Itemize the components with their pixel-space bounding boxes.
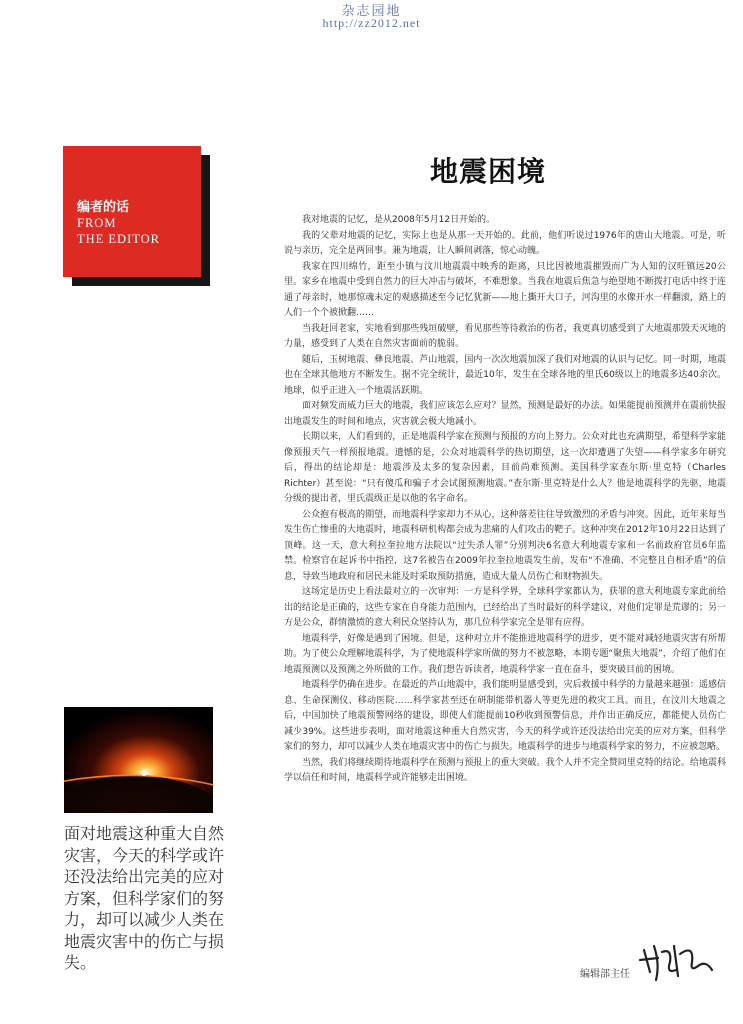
editor-label-en-2: THE EDITOR	[77, 232, 161, 246]
article-title: 地震困境	[430, 155, 547, 188]
paragraph: 我家在四川绵竹，距至小镇与汶川地震震中映秀的距离，只比因被地震摧毁而广为人知的汉旺镇远20公里。家乡在地震中受到自然力的巨大冲击与破坏，不难想象。当我在地震后焦急与绝望地不断拨打电话中终于连通了母亲时，她那惊魂未定的观感描述至今记忆犹新——地上撕开大口子，河沟里的水像开水一样翻滚，路上的人们一个个被掀翻……	[284, 261, 726, 318]
paragraph: 面对频发而威力巨大的地震，我们应该怎么应对？显然，预测是最好的办法。如果能提前预测并在震前快报出地震发生的时间和地点，灾害就会极大地减小。	[284, 401, 726, 427]
paragraph: 当然，我们将继续期待地震科学在预测与预报上的重大突破。我个人并不完全赞同里克特的结论。给地震科学以信任和时间，地震科学或许能够走出困境。	[284, 757, 726, 783]
paragraph: 长期以来，人们看到的，正是地震科学家在预测与预报的方向上努力。公众对此也充满期望，希望科学家能像预报天气一样预报地震。遗憾的是，公众对地震科学的热切期望，这一次却遭遇了失望——科学家多年研究后，得出的结论却是：地震涉及太多的复杂因素，目前尚难预测。美国科学家查尔斯·里克特（Charles Richter）甚至说：“只有傻瓜和骗子才会试图预测地震。”查尔斯·里克特是什么人？他是地震科学的先驱，地震分级的提出者，里氏震级正是以他的名字命名。	[284, 432, 726, 504]
paragraph: 公众抱有极高的期望，而地震科学家却力不从心，这种落差往往导致激烈的矛盾与冲突。因此，近年来每当发生伤亡惨重的大地震时，地震科研机构都会成为悲痛的人们攻击的靶子。这种冲突在2012年10月22日达到了顶峰。这一天，意大利拉奎拉地方法院以“过失杀人罪”分别判决6名意大利地震专家和一名前政府官员6年监禁。检察官在起诉书中指控，这7名被告在2009年拉奎拉地震发生前，发布“不准确、不完整且自相矛盾”的信息，导致当地政府和居民未能及时采取预防措施，造成大量人员伤亡和财物损失。	[284, 509, 726, 582]
paragraph: 地震科学仍确在进步。在最近的芦山地震中，我们能明显感受到，灾后救援中科学的力量越来越强：遥感信息、生命探测仪、移动医院……科学家甚至还在研制能带机器人等更先进的救灾工具。而且，在汶川大地震之后，中国加快了地震预警网络的建设，即使人们能提前10秒收到预警信息，并作出正确反应，都能使人员伤亡减少39%。这些进步表明，面对地震这种重大自然灾害，今天的科学或许还没法给出完美的应对方案，但科学家们的努力，却可以减少人类在地震灾害中的伤亡与损失。地震科学的进步与地震科学家的努力，不应被忽略。	[284, 680, 726, 752]
watermark-url: http://zz2012.net	[322, 16, 421, 30]
handwritten-signature	[636, 940, 716, 989]
paragraph: 我的父辈对地震的记忆，实际上也是从那一天开始的。此前，他们听说过1976年的唐山大地震。可是，听说与亲历，完全是两回事。兼为地震，让人瞬间剥落，惊心动魄。	[284, 230, 726, 256]
paragraph: 随后，玉树地震、彝良地震、芦山地震，国内一次次地震加深了我们对地震的认识与记忆。同一时期，地震也在全球其他地方不断发生。据不完全统计，最近10年，发生在全球各地的里氏60级以上的地震多达40余次。地球，似乎正进入一个地震活跃期。	[284, 354, 726, 396]
paragraph: 我对地震的记忆，是从2008年5月12日开始的。	[302, 215, 496, 225]
watermark-title: 杂志园地	[341, 3, 402, 18]
pull-quote: 面对地震这种重大自然灾害，今天的科学或许还没法给出完美的应对方案，但科学家们的努力，却可以减少人类在地震灾害中的伤亡与损失。	[64, 824, 225, 972]
editor-label-box	[63, 146, 201, 277]
article-body	[284, 213, 726, 787]
signature-role: 编辑部主任	[580, 969, 630, 980]
planet-eclipse-image	[64, 707, 213, 813]
editor-label-en-1: FROM	[77, 216, 117, 230]
paragraph: 这场定是历史上看法最对立的一次审判：一方是科学界，全球科学家都认为，获罪的意大利地震专家此前给出的结论是正确的，这些专家在自身能力范围内，已经给出了当时最好的科学建议，对他们定罪是荒谬的；另一方是公众，群情激愤的意大利民众坚持认为，那几位科学家完全是罪有应得。	[284, 587, 726, 628]
paragraph: 当我赶回老家，实地看到那些残垣破壁，看见那些等待救治的伤者，我更真切感受到了大地震那毁天灭地的力量，感受到了人类在自然灾害面前的脆弱。	[284, 323, 726, 349]
editor-label-cn: 编者的话	[77, 200, 130, 215]
paragraph: 地震科学，好像是遇到了困境。但是，这种对立并不能推进地震科学的进步，更不能对减轻地震灾害有所帮助。为了使公众理解地震科学，为了使地震科学家所做的努力不被忽略，本期专题“聚焦大地震”，介绍了他们在地震预测以及预测之外所做的工作。我们想告诉读者，地震科学家一直在奋斗，要突破目前的困境。	[284, 633, 726, 675]
